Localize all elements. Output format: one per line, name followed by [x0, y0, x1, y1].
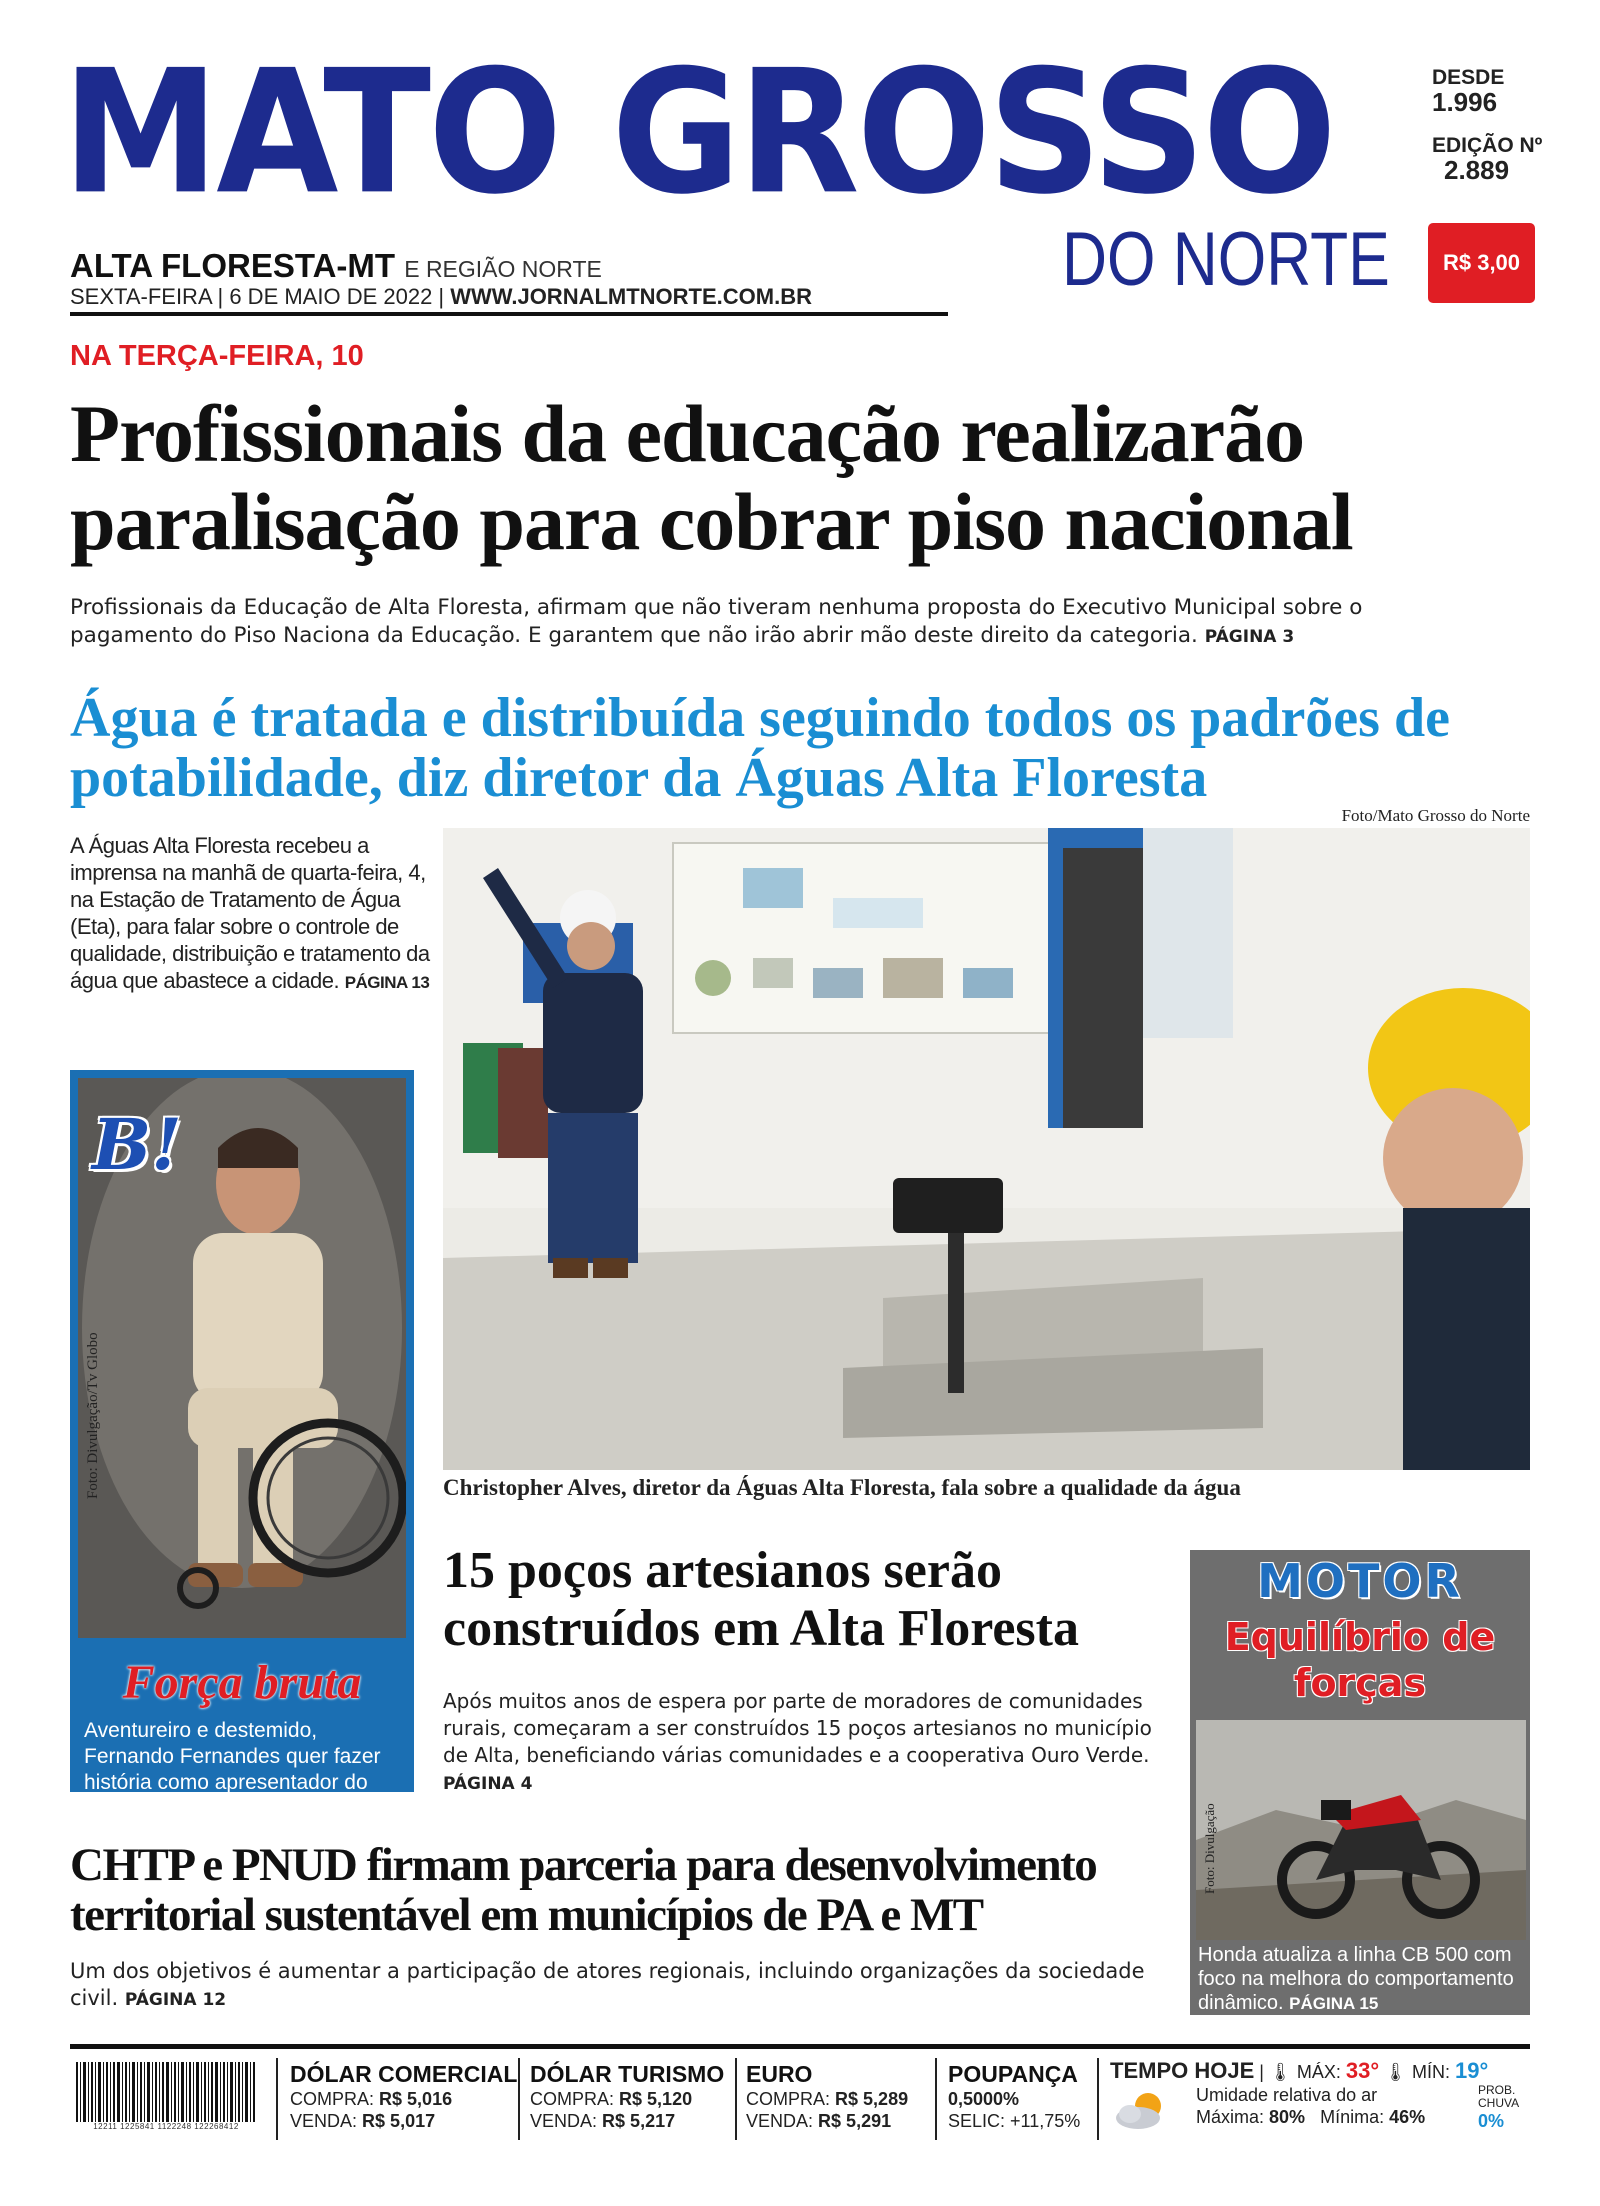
- promo-text-body: Aventureiro e destemido, Fernando Fernandes quer fazer história como apresentador do “No Limite”.: [84, 1719, 381, 1820]
- lead-deck-text: Profissionais da Educação de Alta Floresta, afirmam que não tiveram nenhuma proposta do Executivo Municipal sobre o pagamento do Piso Naciona da Educação. E garantem que não irão abrir mão deste direito da categoria.: [70, 595, 1363, 648]
- footer-separator: [735, 2058, 737, 2140]
- chtp-deck: [70, 1958, 1170, 2014]
- motorcycle-illustration: [1196, 1720, 1526, 1940]
- dolar-turismo-title: DÓLAR TURISMO: [530, 2061, 725, 2087]
- euro-sell: [746, 2110, 908, 2132]
- footer-separator: [276, 2058, 278, 2140]
- sell-value: R$ 5,291: [818, 2111, 892, 2131]
- buy-value: R$ 5,289: [835, 2089, 909, 2109]
- motor-text: [1198, 1943, 1524, 2016]
- humidity-block: [1196, 2084, 1425, 2128]
- euro: [746, 2060, 908, 2132]
- motor-box[interactable]: [1190, 1550, 1530, 2015]
- water-photo[interactable]: [443, 828, 1530, 1470]
- motor-text-body: Honda atualiza a linha CB 500 com foco na melhora do comportamento dinâmico.: [1198, 1944, 1514, 2014]
- since-block: [1432, 66, 1505, 117]
- dolar-comercial: [290, 2060, 517, 2132]
- city-name: ALTA FLORESTA-MT: [70, 247, 396, 284]
- selic-rate: SELIC: +11,75%: [948, 2111, 1081, 2131]
- motor-title: MOTOR: [1257, 1554, 1463, 1608]
- wells-deck: [443, 1688, 1163, 1798]
- sell-label: VENDA:: [290, 2111, 358, 2131]
- chtp-deck-text: Um dos objetivos é aumentar a participação de atores regionais, incluindo organizações da sociedade civil.: [70, 1959, 1145, 2010]
- humidity-min-label: Mínima:: [1320, 2107, 1385, 2127]
- water-headline[interactable]: Água é tratada e distribuída seguindo todos os padrões de potabilidade, diz diretor da Águas Alta Floresta: [70, 687, 1450, 809]
- footer-separator: [518, 2058, 520, 2140]
- buy-label: COMPRA:: [746, 2089, 831, 2109]
- promo-page-ref[interactable]: PÁGINA 11: [198, 1800, 287, 1819]
- max-temp: 33°: [1345, 2058, 1380, 2083]
- euro-buy: [746, 2088, 908, 2110]
- dateline: [70, 284, 812, 310]
- masthead-divider: [70, 312, 948, 316]
- buy-label: COMPRA:: [290, 2089, 375, 2109]
- dolar-comercial-title: DÓLAR COMERCIAL: [290, 2061, 518, 2087]
- promo-badge: B!: [92, 1103, 182, 1186]
- euro-title: EURO: [746, 2061, 813, 2087]
- website-link[interactable]: WWW.JORNALMTNORTE.COM.BR: [450, 284, 812, 309]
- motor-photo: [1196, 1720, 1526, 1940]
- humidity-min: 46%: [1389, 2107, 1426, 2127]
- humidity-max: 80%: [1269, 2107, 1306, 2127]
- water-photo-caption: Christopher Alves, diretor da Águas Alta Floresta, fala sobre a qualidade da água: [443, 1475, 1241, 1500]
- dolar-turismo: [530, 2060, 724, 2132]
- poupanca-title: POUPANÇA: [948, 2061, 1078, 2087]
- issue-date: SEXTA-FEIRA | 6 DE MAIO DE 2022 |: [70, 284, 445, 309]
- humidity-max-label: Máxima:: [1196, 2107, 1265, 2127]
- chtp-headline[interactable]: CHTP e PNUD firmam parceria para desenvolvimento territorial sustentável em municípios de PA e MT: [70, 1839, 1097, 1941]
- buy-value: R$ 5,120: [619, 2089, 693, 2109]
- promo-photo: [78, 1078, 406, 1638]
- motor-subtitle: Equilíbrio de forças: [1224, 1615, 1496, 1705]
- rain-value: 0%: [1478, 2111, 1505, 2131]
- poupanca-rate: 0,5000%: [948, 2089, 1020, 2109]
- humidity-label: Umidade relativa do ar: [1196, 2085, 1378, 2105]
- sell-label: VENDA:: [530, 2111, 598, 2131]
- buy-value: R$ 5,016: [379, 2089, 453, 2109]
- water-photo-credit: Foto/Mato Grosso do Norte: [1341, 806, 1530, 825]
- max-label: MÁX:: [1296, 2062, 1341, 2082]
- footer-separator: [935, 2058, 937, 2140]
- masthead-subtitle: DO NORTE: [1062, 217, 1390, 302]
- weather-title: TEMPO HOJE: [1110, 2058, 1255, 2083]
- thermometer-icon: 🌡: [1384, 2062, 1408, 2082]
- sell-value: R$ 5,017: [362, 2111, 436, 2131]
- thermometer-icon: 🌡: [1268, 2062, 1292, 2082]
- masthead-title: MATO GROSSO: [62, 33, 1334, 233]
- water-photo-illustration: [443, 828, 1530, 1470]
- lead-page-ref[interactable]: PÁGINA 3: [1204, 627, 1295, 647]
- dolar-comercial-sell: [290, 2110, 517, 2132]
- footer-separator: [1097, 2058, 1099, 2140]
- wells-page-ref[interactable]: PÁGINA 4: [443, 1774, 533, 1794]
- edition-number: 2.889: [1444, 155, 1510, 185]
- buy-label: COMPRA:: [530, 2089, 615, 2109]
- rain-block: [1478, 2084, 1530, 2132]
- edition-label: EDIÇÃO Nº: [1432, 134, 1543, 157]
- barcode-number: 12211 1225841 1122248 122268412: [93, 2122, 239, 2131]
- partly-cloudy-icon: [1112, 2088, 1172, 2134]
- min-temp: 19°: [1455, 2058, 1489, 2083]
- lead-kicker: NA TERÇA-FEIRA, 10: [70, 340, 364, 372]
- dolar-turismo-buy: [530, 2088, 724, 2110]
- chtp-page-ref[interactable]: PÁGINA 12: [124, 1990, 227, 2010]
- lead-headline[interactable]: Profissionais da educação realizarão paralisação para cobrar piso nacional: [70, 388, 1353, 567]
- weather-divider: |: [1259, 2062, 1269, 2082]
- wells-deck-text: Após muitos anos de espera por parte de moradores de comunidades rurais, começaram a ser construídos 15 poços artesianos no município de Alta, beneficiando várias comunidades e a cooperativa Ouro Verde.: [443, 1689, 1152, 1767]
- since-label: DESDE: [1432, 66, 1505, 89]
- water-lede: [70, 832, 440, 996]
- dolar-turismo-sell: [530, 2110, 724, 2132]
- dolar-comercial-buy: [290, 2088, 517, 2110]
- sell-value: R$ 5,217: [602, 2111, 676, 2131]
- price-badge: R$ 3,00: [1428, 223, 1535, 303]
- edition-block: [1432, 134, 1543, 185]
- poupanca: [948, 2060, 1080, 2132]
- promo-title: Força bruta: [122, 1656, 362, 1709]
- rain-label: PROB. CHUVA: [1478, 2083, 1520, 2110]
- water-page-ref[interactable]: PÁGINA 13: [344, 973, 430, 992]
- city-line: [70, 248, 602, 287]
- promo-box[interactable]: [70, 1070, 414, 1820]
- promo-text: [84, 1718, 404, 1823]
- wells-headline[interactable]: 15 poços artesianos serão construídos em Alta Floresta: [443, 1542, 1079, 1657]
- water-lede-text: A Águas Alta Floresta recebeu a imprensa na manhã de quarta-feira, 4, na Estação de Tratamento de Água (Eta), para falar sobre o controle de qualidade, distribuição e tratamento da água que abastece a cidade.: [70, 833, 430, 993]
- lead-deck: [70, 594, 1490, 651]
- promo-photo-credit: Foto: Divulgação/Tv Globo: [85, 1332, 101, 1499]
- sell-label: VENDA:: [746, 2111, 814, 2131]
- since-year: 1.996: [1432, 87, 1498, 117]
- footer-divider: [70, 2044, 1530, 2049]
- weather-line: [1110, 2060, 1488, 2083]
- motor-photo-credit: Foto: Divulgação: [1202, 1803, 1217, 1894]
- barcode: [76, 2062, 256, 2122]
- region-name: E REGIÃO NORTE: [404, 256, 602, 282]
- motor-page-ref[interactable]: PÁGINA 15: [1289, 1994, 1379, 2013]
- min-label: MÍN:: [1412, 2062, 1451, 2082]
